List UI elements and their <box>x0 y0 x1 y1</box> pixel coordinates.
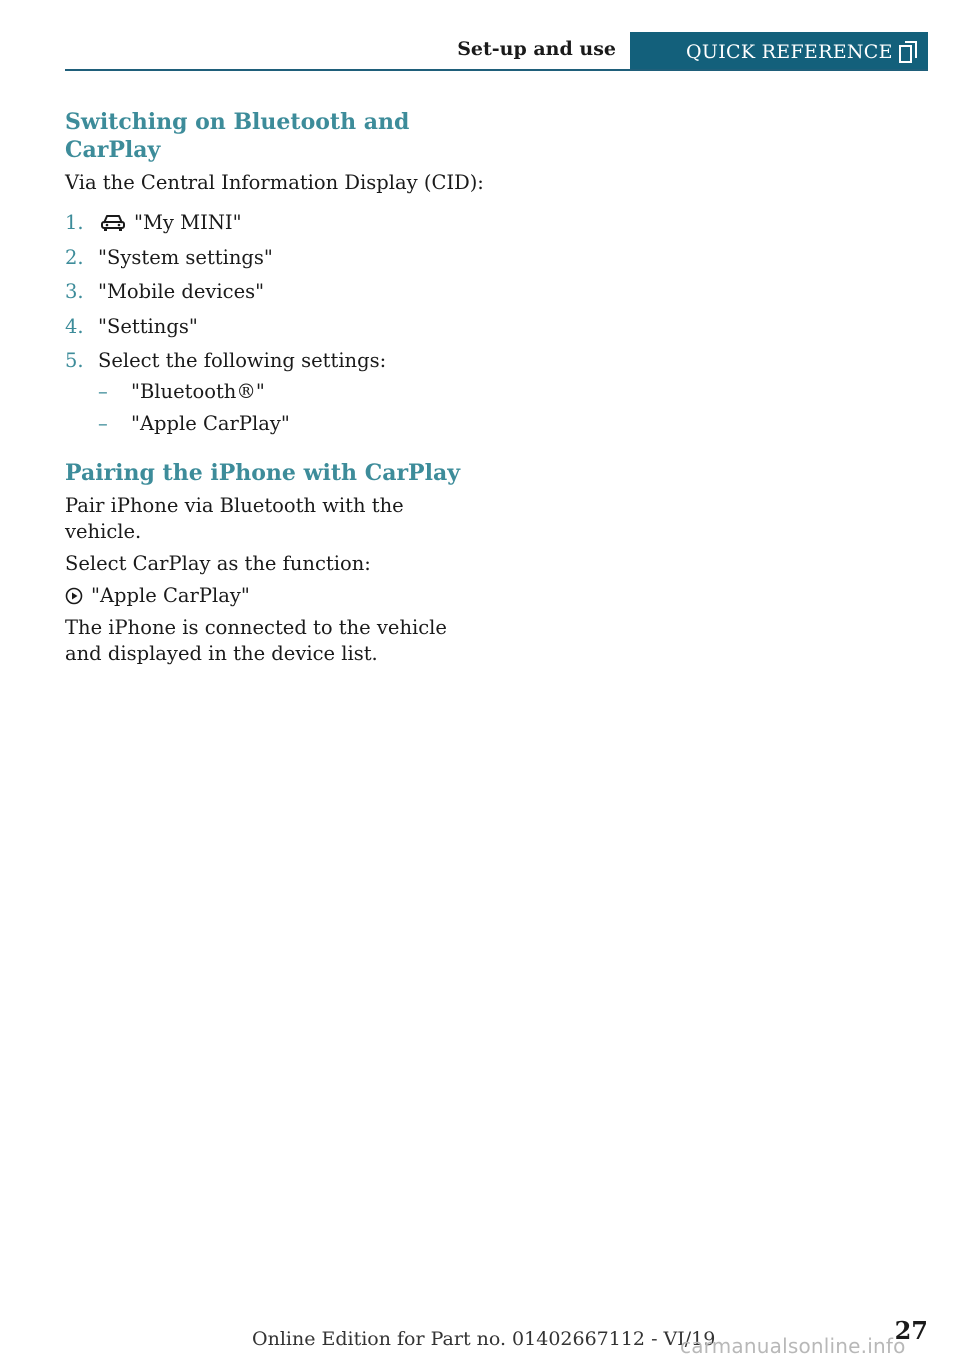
sub-item-text: "Bluetooth®" <box>131 380 265 403</box>
page-content <box>65 108 485 667</box>
play-row <box>65 583 485 609</box>
page-number: 27 <box>894 1316 928 1345</box>
sub-list-item <box>98 379 485 405</box>
step-number: 3. <box>65 280 84 303</box>
heading-pairing: Pairing the iPhone with CarPlay <box>65 460 460 486</box>
step-text: "Settings" <box>98 314 198 338</box>
step-number: 2. <box>65 245 84 269</box>
step-text: "Mobile devices" <box>98 280 265 303</box>
play-icon <box>65 587 83 605</box>
edition-text: Online Edition for Part no. 01402667112 - VI/19 <box>252 1328 716 1350</box>
pair-text: Pair iPhone via Bluetooth with the vehicle. <box>65 494 404 543</box>
chapter-title: QUICK REFERENCE <box>686 40 893 63</box>
step-number: 5. <box>65 349 84 372</box>
heading-bluetooth-carplay: Switching on Bluetooth and CarPlay <box>65 109 410 163</box>
section-label: Set-up and use <box>457 38 616 60</box>
page-header <box>65 32 928 71</box>
dash-bullet: – <box>98 380 108 403</box>
sub-list <box>98 379 485 437</box>
step-text: Select the following settings: <box>98 349 387 372</box>
header-rule <box>65 69 928 71</box>
list-item <box>65 314 485 340</box>
sub-list-item <box>98 411 485 437</box>
list-item <box>65 210 485 236</box>
list-item <box>65 245 485 271</box>
step-number: 4. <box>65 314 84 338</box>
list-item <box>65 348 485 437</box>
two-documents-icon <box>898 40 918 64</box>
step-text: "My MINI" <box>134 211 242 234</box>
step-number: 1. <box>65 211 84 234</box>
car-icon <box>100 213 126 231</box>
select-text: Select CarPlay as the function: <box>65 552 371 575</box>
play-text: "Apple CarPlay" <box>91 584 250 607</box>
watermark: carmanualsonline.info <box>680 1334 906 1358</box>
step-text: "System settings" <box>98 245 273 269</box>
list-item <box>65 279 485 305</box>
steps-list <box>65 210 485 437</box>
intro-text: Via the Central Information Display (CID): <box>65 171 484 194</box>
dash-bullet: – <box>98 412 108 435</box>
sub-item-text: "Apple CarPlay" <box>131 412 290 435</box>
connected-text: The iPhone is connected to the vehicle and displayed in the device list. <box>65 616 447 665</box>
chapter-tab[interactable] <box>630 32 928 71</box>
